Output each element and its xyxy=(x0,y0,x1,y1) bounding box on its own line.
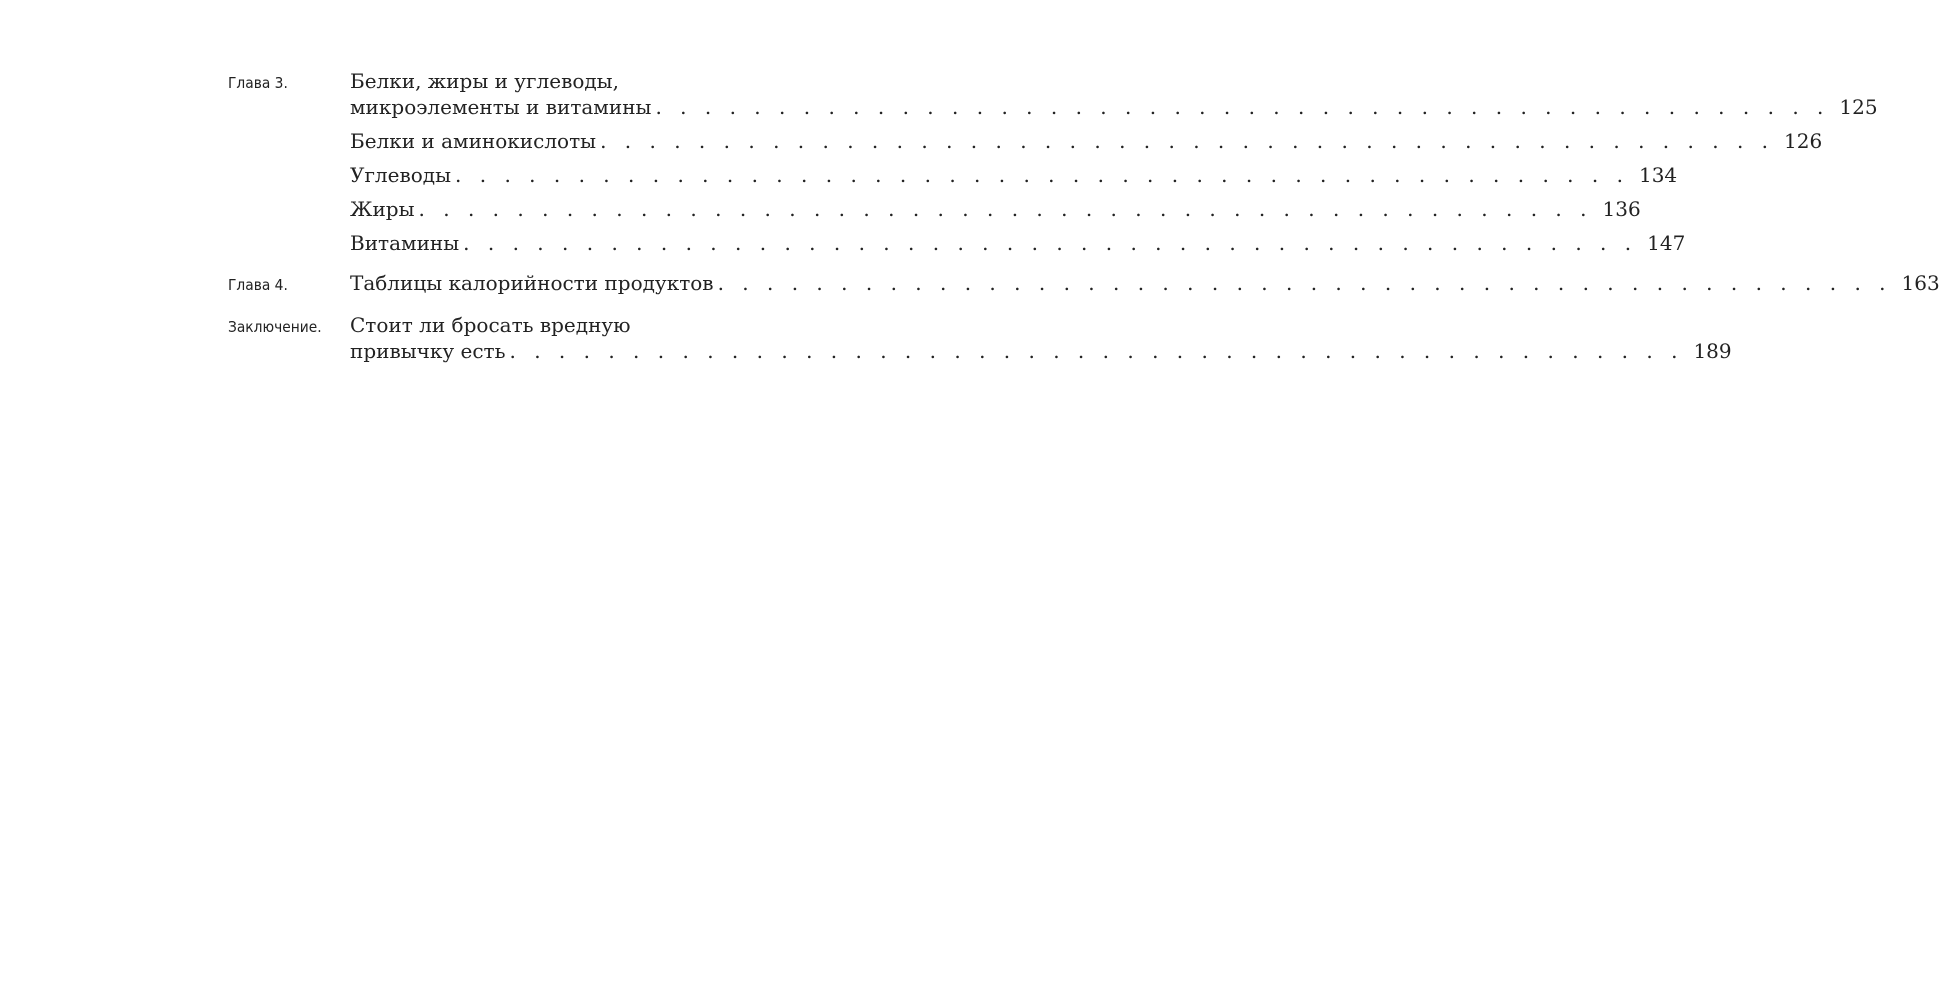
dot-leader: . . . . . . . . . . . . . . . . . . . . . . . . . . . . . . . . . . . . . . . . . . . . . . . . xyxy=(600,129,1775,153)
page-number: 126 xyxy=(1784,129,1823,153)
toc-entry[interactable] xyxy=(350,128,1823,154)
entry-title-line: Стоит ли бросать вредную xyxy=(350,313,631,337)
toc-entry[interactable] xyxy=(350,68,1878,120)
toc-conclusion xyxy=(228,312,1732,364)
entry-title-line: Жиры xyxy=(350,197,415,221)
chapter-label: Заключение. xyxy=(228,318,322,336)
toc-entry[interactable] xyxy=(350,162,1678,188)
chapter-label: Глава 3. xyxy=(228,74,288,92)
page-number: 134 xyxy=(1638,163,1678,187)
entry-title-line: привычку есть xyxy=(350,339,506,363)
toc-chapter-3 xyxy=(228,68,1878,256)
toc-entry[interactable] xyxy=(350,196,1641,222)
dot-leader: . . . . . . . . . . . . . . . . . . . . . . . . . . . . . . . . . . . . . . . . . . . . . . . . xyxy=(717,271,1892,295)
chapter-label: Глава 4. xyxy=(228,276,288,294)
dot-leader: . . . . . . . . . . . . . . . . . . . . . . . . . . . . . . . . . . . . . . . . . . . . . . . . xyxy=(418,197,1593,221)
toc-entry[interactable] xyxy=(350,270,1940,296)
page-number: 136 xyxy=(1602,197,1641,221)
entry-title-line: Белки, жиры и углеводы, xyxy=(350,69,619,93)
chapter-entries xyxy=(350,312,1732,364)
dot-leader: . . . . . . . . . . . . . . . . . . . . . . . . . . . . . . . . . . . . . . . . . . . . . . . . xyxy=(655,95,1830,119)
chapter-entries xyxy=(350,270,1940,296)
toc-entry[interactable] xyxy=(350,230,1686,256)
table-of-contents xyxy=(228,68,1940,364)
dot-leader: . . . . . . . . . . . . . . . . . . . . . . . . . . . . . . . . . . . . . . . . . . . . . . . . xyxy=(455,163,1629,187)
page-number: 147 xyxy=(1647,231,1686,255)
chapter-entries xyxy=(350,68,1878,256)
entry-title-line: Углеводы xyxy=(350,163,452,187)
toc-entry[interactable] xyxy=(350,312,1732,364)
entry-title-line: Таблицы калорийности продуктов xyxy=(350,271,714,295)
dot-leader: . . . . . . . . . . . . . . . . . . . . . . . . . . . . . . . . . . . . . . . . . . . . . . . . xyxy=(509,339,1684,363)
page-number: 125 xyxy=(1839,95,1878,119)
entry-title-line: Белки и аминокислоты xyxy=(350,129,597,153)
toc-chapter-4 xyxy=(228,270,1940,298)
entry-title-line: Витамины xyxy=(350,231,460,255)
page-number: 189 xyxy=(1693,339,1732,363)
entry-title-line: микроэлементы и витамины xyxy=(350,95,652,119)
dot-leader: . . . . . . . . . . . . . . . . . . . . . . . . . . . . . . . . . . . . . . . . . . . . . . . . xyxy=(463,231,1638,255)
page-number: 163 xyxy=(1901,271,1940,295)
